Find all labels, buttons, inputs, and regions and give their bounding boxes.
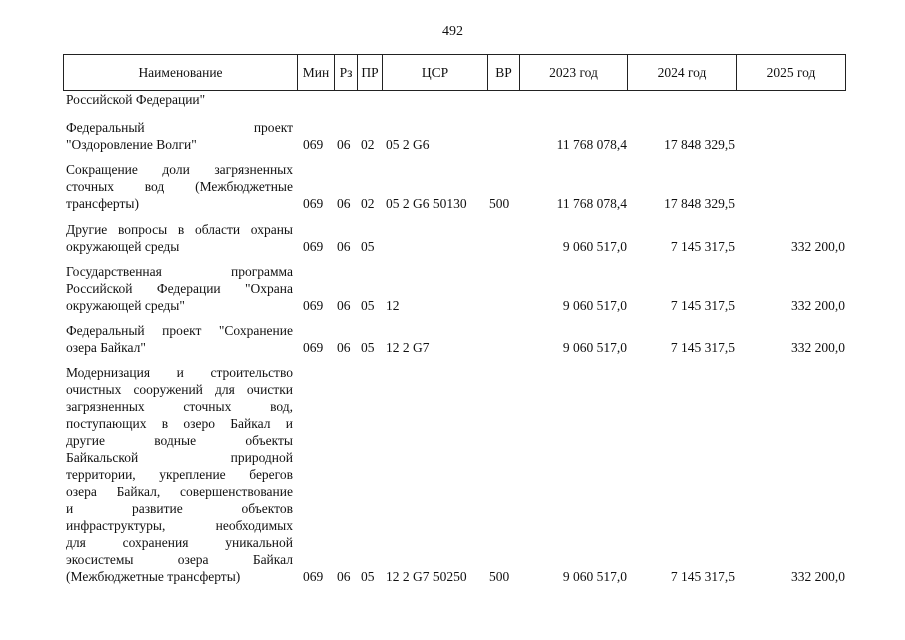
header-rz: Рз [335,55,358,90]
cell-rz: 06 [337,298,351,313]
cell-2023: 9 060 517,0 [562,569,627,584]
row-name [66,119,293,153]
cell-2025: 332 200,0 [791,340,845,355]
cell-2025: 332 200,0 [791,298,845,313]
row-name-line: озера Байкал" [66,340,146,355]
row-name-line: и развитие объектов [66,501,293,516]
cell-csr: 12 2 G7 50250 [386,569,467,584]
header-pr: ПР [358,55,383,90]
cell-2024: 17 848 329,5 [664,137,735,152]
cell-2024: 7 145 317,5 [670,239,735,254]
cell-pr: 05 [361,239,375,254]
cell-2024: 17 848 329,5 [664,196,735,211]
header-2023: 2023 год [520,55,628,90]
header-csr: ЦСР [383,55,488,90]
row-name-line: территории, укрепление берегов [66,467,293,482]
cell-min: 069 [303,137,324,152]
row-name-line: Сокращение доли загрязненных [66,162,293,177]
row-name-line: очистных сооружений для очистки [66,382,293,397]
row-name-line: Федеральный проект [66,120,293,135]
continuation-text: Российской Федерации" [66,92,206,107]
row-name-line: Российской Федерации "Охрана [66,281,293,296]
header-vr: ВР [488,55,520,90]
row-name-line: Федеральный проект "Сохранение [66,323,293,338]
row-name-line: другие водные объекты [66,433,293,448]
cell-pr: 05 [361,340,375,355]
row-name-line: трансферты) [66,196,139,211]
row-name-line: Другие вопросы в области охраны [66,222,293,237]
cell-rz: 06 [337,196,351,211]
cell-rz: 06 [337,239,351,254]
cell-pr: 05 [361,298,375,313]
row-name-line: окружающей среды" [66,298,185,313]
cell-2023: 9 060 517,0 [562,298,627,313]
cell-2024: 7 145 317,5 [670,340,735,355]
header-2024: 2024 год [628,55,737,90]
table-header [63,54,846,91]
row-name-line: поступающих в озеро Байкал и [66,416,293,431]
cell-2023: 11 768 078,4 [556,137,627,152]
cell-pr: 02 [361,137,375,152]
cell-2023: 11 768 078,4 [556,196,627,211]
cell-2023: 9 060 517,0 [562,239,627,254]
cell-2023: 9 060 517,0 [562,340,627,355]
row-name [66,263,293,314]
cell-2025: 332 200,0 [791,569,845,584]
cell-rz: 06 [337,340,351,355]
row-name-line: озера Байкал, совершенствование [66,484,293,499]
cell-csr: 05 2 G6 [386,137,430,152]
row-name-line: (Межбюджетные трансферты) [66,569,241,584]
cell-csr: 12 [386,298,400,313]
cell-2024: 7 145 317,5 [670,569,735,584]
row-name [66,322,293,356]
row-name-line: Байкальской природной [66,450,293,465]
row-name [66,161,293,212]
row-name-line: экосистемы озера Байкал [66,552,293,567]
cell-min: 069 [303,239,324,254]
row-name-line: "Оздоровление Волги" [66,137,197,152]
cell-pr: 02 [361,196,375,211]
cell-rz: 06 [337,569,351,584]
page-number: 492 [442,24,463,39]
cell-pr: 05 [361,569,375,584]
cell-min: 069 [303,569,324,584]
row-name-line: окружающей среды [66,239,180,254]
cell-rz: 06 [337,137,351,152]
row-name-line: Государственная программа [66,264,293,279]
cell-vr: 500 [489,569,510,584]
header-2025: 2025 год [766,65,816,80]
row-name-line: инфраструктуры, необходимых [66,518,293,533]
header-name: Наименование [64,55,298,90]
cell-min: 069 [303,196,324,211]
row-name-line: Модернизация и строительство [66,365,293,380]
cell-csr: 12 2 G7 [386,340,430,355]
cell-min: 069 [303,340,324,355]
cell-min: 069 [303,298,324,313]
cell-vr: 500 [489,196,510,211]
cell-2024: 7 145 317,5 [670,298,735,313]
cell-2025: 332 200,0 [791,239,845,254]
cell-csr: 05 2 G6 50130 [386,196,467,211]
row-name-line: сточных вод (Межбюджетные [66,179,293,194]
row-name-line: загрязненных сточных вод, [66,399,293,414]
row-name [66,221,293,255]
header-min: Мин [298,55,335,90]
row-name-line: для сохранения уникальной [66,535,293,550]
row-name [66,364,293,585]
